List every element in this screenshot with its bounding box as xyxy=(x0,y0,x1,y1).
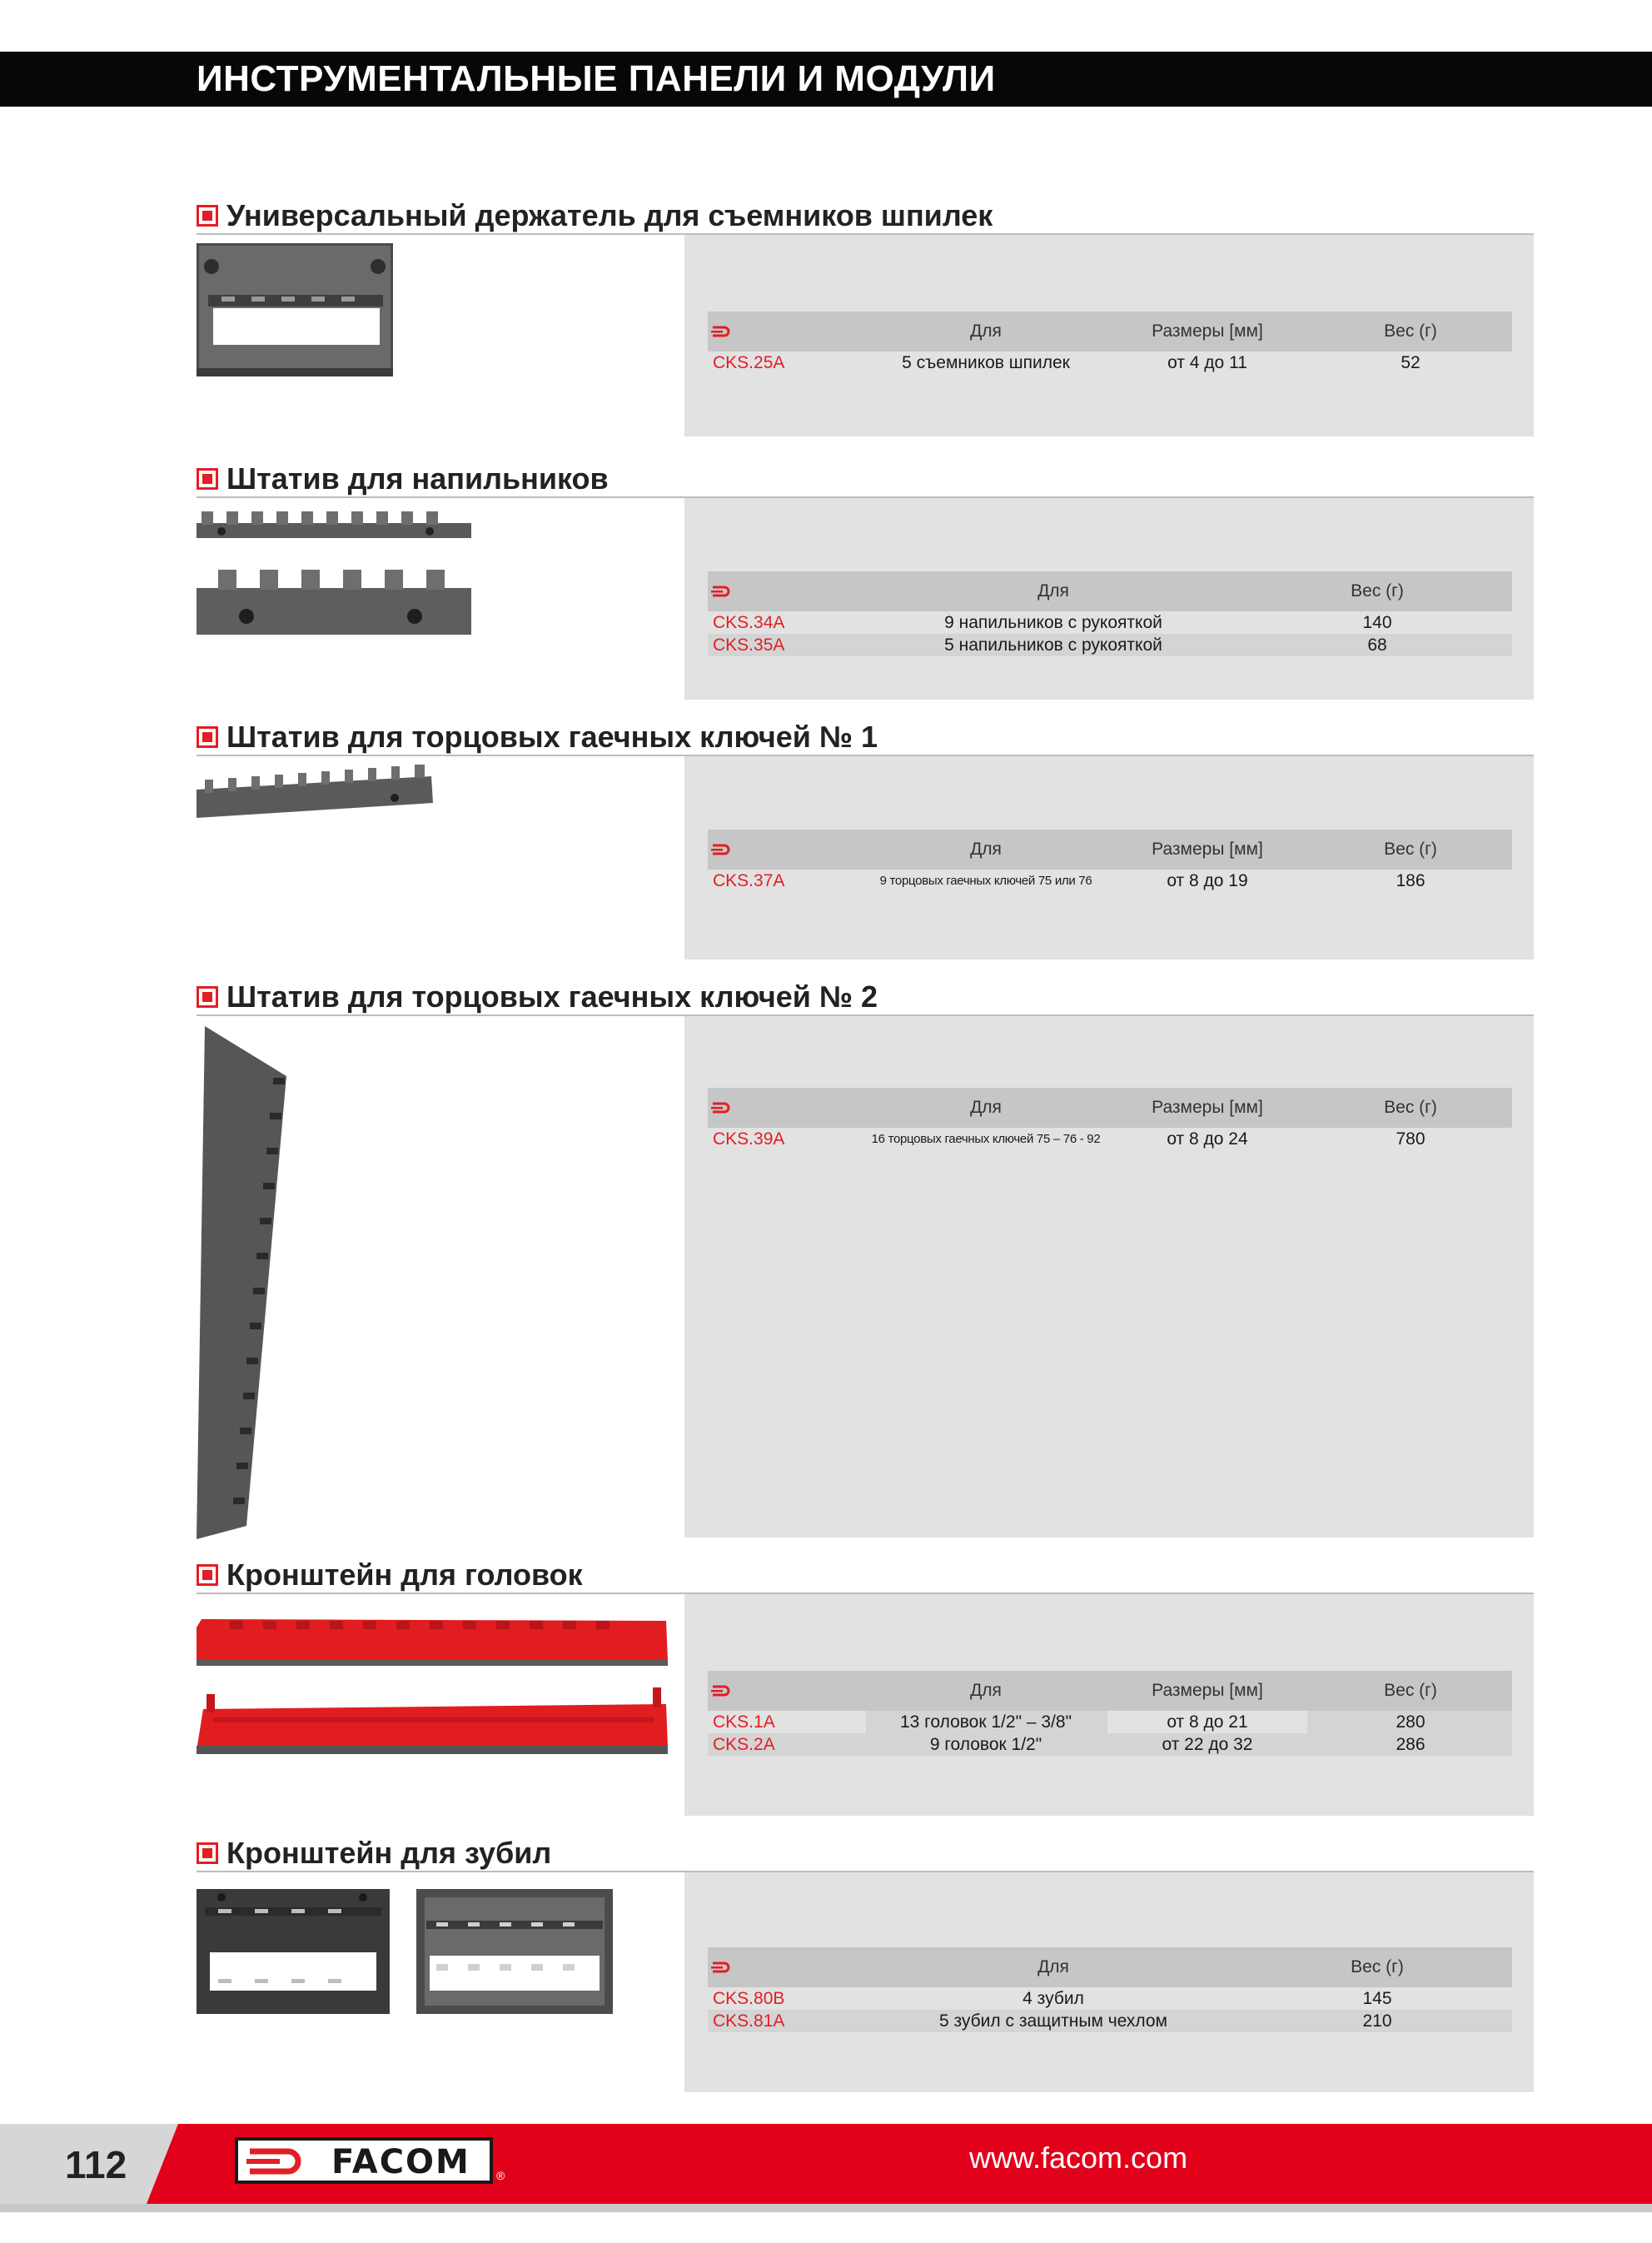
table-row xyxy=(708,870,1512,892)
cell-for: 5 съемников шпилек xyxy=(902,353,1070,372)
section-title: Кронштейн для зубил xyxy=(226,1836,552,1870)
spec-table xyxy=(708,830,1512,892)
cell-for: 9 торцовых гаечных ключей 75 или 76 xyxy=(879,874,1092,888)
column-header-size: Размеры [мм] xyxy=(1152,1098,1263,1117)
cell-size: от 8 до 21 xyxy=(1167,1712,1248,1732)
section-title: Штатив для торцовых гаечных ключей № 1 xyxy=(226,720,878,754)
section-title: Универсальный держатель для съемников шпилек xyxy=(226,198,993,232)
spec-panel xyxy=(684,1016,1534,1538)
red-bullet-icon xyxy=(197,205,218,227)
product-code: CKS.39A xyxy=(713,1129,785,1149)
section-header xyxy=(197,721,1534,756)
cell-weight: 68 xyxy=(1367,636,1387,655)
red-bullet-icon xyxy=(197,726,218,748)
product-code: CKS.80B xyxy=(713,1989,785,2008)
facom-logo-icon xyxy=(711,326,736,337)
table-row xyxy=(708,1987,1512,2010)
cell-size: от 4 до 11 xyxy=(1167,353,1247,372)
product-image-stud-holder xyxy=(197,243,396,385)
cell-weight: 210 xyxy=(1362,2011,1392,2031)
red-bullet-icon xyxy=(197,986,218,1008)
facom-logo-icon xyxy=(235,2137,493,2184)
section-header xyxy=(197,1837,1534,1872)
section-header xyxy=(197,981,1534,1016)
column-header-weight: Вес (г) xyxy=(1351,1957,1404,1976)
product-code: CKS.81A xyxy=(713,2011,785,2031)
table-row xyxy=(708,634,1512,656)
facom-logo-icon xyxy=(711,844,736,855)
page-header-bar xyxy=(0,52,1652,107)
spec-panel xyxy=(684,235,1534,436)
red-bullet-icon xyxy=(197,468,218,490)
product-code: CKS.34A xyxy=(713,613,785,632)
cell-weight: 186 xyxy=(1396,871,1426,890)
spec-panel xyxy=(684,1872,1534,2092)
section-header xyxy=(197,1559,1534,1594)
spec-table xyxy=(708,312,1512,374)
section-title: Штатив для напильников xyxy=(226,461,609,496)
facom-logo-icon xyxy=(711,1102,736,1114)
section-header xyxy=(197,463,1534,498)
brand-name: FACOM xyxy=(331,2143,470,2181)
footer-bottom-line xyxy=(0,2204,1652,2212)
product-image-chisel-bracket xyxy=(197,1889,621,2026)
column-header-weight: Вес (г) xyxy=(1384,1681,1437,1700)
cell-weight: 52 xyxy=(1401,353,1421,372)
cell-for: 9 головок 1/2" xyxy=(929,1735,1042,1754)
column-header-for: Для xyxy=(970,321,1002,341)
cell-weight: 140 xyxy=(1362,613,1392,632)
page-title: ИНСТРУМЕНТАЛЬНЫЕ ПАНЕЛИ И МОДУЛИ xyxy=(197,58,996,99)
spec-panel xyxy=(684,756,1534,960)
table-header xyxy=(708,312,1512,351)
table-row xyxy=(708,2010,1512,2032)
page-number: 112 xyxy=(65,2143,127,2186)
product-code: CKS.2A xyxy=(713,1735,775,1754)
website-link[interactable]: www.facom.com xyxy=(969,2141,1188,2175)
cell-for: 5 напильников с рукояткой xyxy=(944,636,1162,655)
table-row xyxy=(708,611,1512,634)
column-header-size: Размеры [мм] xyxy=(1152,1681,1263,1700)
cell-weight: 145 xyxy=(1362,1989,1392,2008)
cell-for: 16 торцовых гаечных ключей 75 – 76 - 92 xyxy=(871,1132,1101,1146)
column-header-weight: Вес (г) xyxy=(1384,840,1437,859)
table-header xyxy=(708,1947,1512,1987)
registered-mark: ® xyxy=(496,2169,505,2182)
table-row xyxy=(708,351,1512,374)
cell-weight: 286 xyxy=(1396,1735,1426,1754)
spec-table xyxy=(708,1671,1512,1756)
facom-logo-icon xyxy=(711,586,736,597)
product-image-socket-bracket xyxy=(197,1611,671,1765)
cell-size: от 8 до 19 xyxy=(1167,871,1248,890)
column-header-for: Для xyxy=(1037,1957,1069,1976)
spec-table xyxy=(708,1088,1512,1150)
table-header xyxy=(708,571,1512,611)
facom-logo-icon xyxy=(711,1685,736,1697)
spec-panel xyxy=(684,498,1534,700)
cell-for: 4 зубил xyxy=(1023,1989,1084,2008)
table-header xyxy=(708,1671,1512,1711)
table-header xyxy=(708,830,1512,870)
cell-weight: 280 xyxy=(1396,1712,1426,1732)
column-header-for: Для xyxy=(970,1098,1002,1117)
cell-for: 9 напильников с рукояткой xyxy=(944,613,1162,632)
facom-logo-icon xyxy=(711,1961,736,1973)
section-title: Штатив для торцовых гаечных ключей № 2 xyxy=(226,979,878,1014)
product-code: CKS.35A xyxy=(713,636,785,655)
column-header-weight: Вес (г) xyxy=(1384,1098,1437,1117)
spec-table xyxy=(708,1947,1512,2032)
red-bullet-icon xyxy=(197,1842,218,1864)
table-row xyxy=(708,1733,1512,1756)
product-image-file-rack xyxy=(197,508,480,645)
cell-for: 5 зубил с защитным чехлом xyxy=(939,2011,1167,2031)
product-image-socket-rack-1 xyxy=(197,765,446,827)
table-row xyxy=(708,1711,1512,1733)
column-header-for: Для xyxy=(1037,581,1069,601)
column-header-size: Размеры [мм] xyxy=(1152,840,1263,859)
section-title: Кронштейн для головок xyxy=(226,1558,583,1592)
cell-size: от 22 до 32 xyxy=(1162,1735,1253,1754)
cell-weight: 780 xyxy=(1396,1129,1426,1149)
section-header xyxy=(197,200,1534,235)
red-bullet-icon xyxy=(197,1564,218,1586)
column-header-weight: Вес (г) xyxy=(1351,581,1404,601)
spec-table xyxy=(708,571,1512,656)
column-header-weight: Вес (г) xyxy=(1384,321,1437,341)
column-header-for: Для xyxy=(970,840,1002,859)
product-code: CKS.37A xyxy=(713,871,785,890)
column-header-for: Для xyxy=(970,1681,1002,1700)
cell-size: от 8 до 24 xyxy=(1167,1129,1248,1149)
table-header xyxy=(708,1088,1512,1128)
cell-for: 13 головок 1/2" – 3/8" xyxy=(899,1712,1072,1732)
column-header-size: Размеры [мм] xyxy=(1152,321,1263,341)
table-row xyxy=(708,1128,1512,1150)
product-image-socket-rack-2 xyxy=(197,1026,296,1547)
spec-panel xyxy=(684,1594,1534,1816)
product-code: CKS.1A xyxy=(713,1712,775,1732)
product-code: CKS.25A xyxy=(713,353,785,372)
